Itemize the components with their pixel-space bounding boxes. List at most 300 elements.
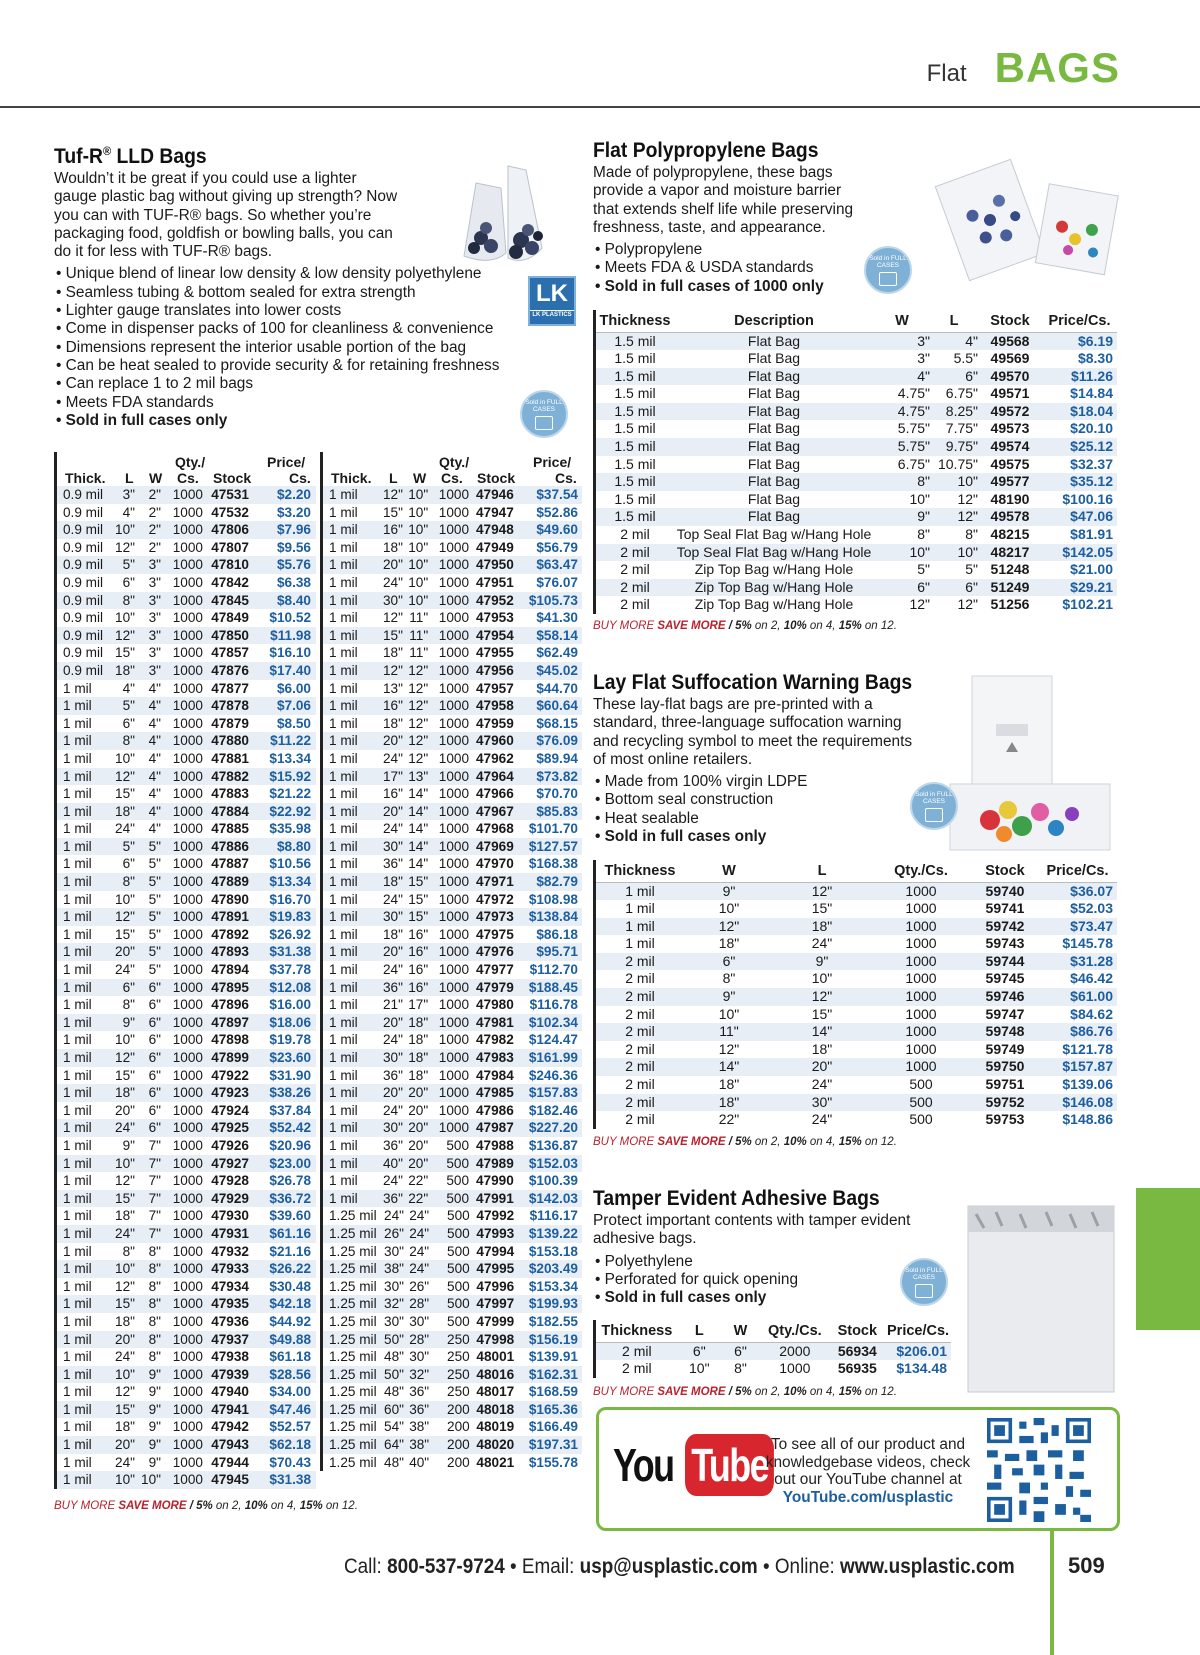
price-cell: $23.00	[269, 1155, 311, 1171]
qty-cell: 1000	[172, 574, 203, 590]
price-cell: $16.70	[269, 891, 311, 907]
table-cell: 59744	[985, 952, 1025, 969]
stock-cell: 47879	[211, 715, 249, 731]
discount-percent: 10%	[783, 1386, 807, 1398]
column-header: Qty./Cs.	[870, 860, 972, 882]
qty-cell: 1000	[172, 715, 203, 731]
stock-cell: 47943	[211, 1437, 249, 1453]
stock-cell: 47922	[211, 1067, 249, 1083]
thickness-cell: 1 mil	[329, 1102, 358, 1118]
youtube-promo[interactable]	[596, 1407, 1120, 1531]
length-cell: 30"	[384, 1243, 404, 1259]
price-cell: $11.22	[270, 733, 311, 749]
width-cell: 26"	[409, 1278, 430, 1294]
table-row	[596, 1360, 951, 1378]
stock-cell: 47998	[476, 1331, 515, 1347]
price-cell: $61.18	[269, 1349, 311, 1365]
stock-cell: 47968	[475, 821, 514, 837]
width-cell: 7"	[148, 1208, 161, 1224]
length-cell: 12"	[115, 1278, 135, 1294]
stock-cell: 47895	[211, 979, 249, 995]
youtube-logo[interactable]: You Tube	[613, 1434, 799, 1496]
table-row	[323, 908, 582, 926]
qty-cell: 1000	[438, 750, 470, 766]
buy-more-text: BUY MORE	[54, 1500, 119, 1512]
table-cell: 24"	[811, 1111, 833, 1128]
table-cell: $139.06	[1062, 1076, 1113, 1093]
price-cell: $52.42	[269, 1120, 311, 1136]
stock-cell: 47997	[476, 1296, 515, 1312]
width-cell: 20"	[408, 1120, 429, 1136]
thickness-cell: 0.9 mil	[63, 610, 104, 626]
stock-cell: 47930	[211, 1208, 249, 1224]
stock-cell: 48020	[476, 1437, 515, 1453]
qty-cell: 1000	[438, 1067, 470, 1083]
table-row	[57, 609, 316, 627]
thickness-cell: 1 mil	[63, 1278, 92, 1294]
table-row	[57, 1049, 316, 1067]
stock-cell: 47947	[475, 504, 514, 520]
table-row	[323, 873, 582, 891]
table-row	[323, 1243, 582, 1261]
price-cell: $2.20	[276, 487, 311, 502]
price-cell: $62.18	[269, 1437, 311, 1453]
qty-cell: 1000	[172, 1331, 203, 1347]
tufr-table-column-1	[54, 452, 316, 1489]
qty-cell: 500	[447, 1225, 470, 1241]
table-cell: Flat Bag	[747, 350, 801, 367]
price-cell: $101.70	[528, 821, 578, 837]
table-cell: 8"	[965, 526, 978, 543]
table-cell: $29.21	[1070, 578, 1113, 595]
stock-cell: 47987	[475, 1120, 514, 1136]
bullet-item: • Unique blend of linear low density & low density polyethylene	[54, 265, 554, 283]
thickness-cell: 1 mil	[329, 522, 358, 538]
width-cell: 18"	[408, 1032, 429, 1048]
width-cell: 6"	[148, 1085, 161, 1101]
thickness-cell: 1 mil	[329, 891, 358, 907]
table-row	[57, 504, 316, 522]
length-cell: 18"	[115, 803, 135, 819]
width-cell: 8"	[148, 1331, 161, 1347]
price-cell: $139.22	[528, 1225, 578, 1241]
width-cell: 10"	[408, 574, 429, 590]
footer-divider	[1050, 1528, 1054, 1655]
price-cell: $38.26	[269, 1085, 311, 1101]
table-cell: 4"	[965, 332, 978, 349]
thickness-cell: 0.9 mil	[63, 645, 104, 661]
length-cell: 20"	[115, 1102, 135, 1118]
length-cell: 64"	[384, 1437, 404, 1453]
table-cell: 1.5 mil	[614, 473, 656, 490]
table-cell: 49575	[990, 455, 1030, 472]
table-row	[323, 785, 582, 803]
buy-more-text: BUY MORE	[593, 1386, 658, 1398]
table-row	[323, 750, 582, 768]
table-row	[57, 1137, 316, 1155]
table-row	[323, 1331, 582, 1349]
table-cell: $25.12	[1070, 438, 1113, 455]
thickness-cell: 1 mil	[329, 539, 358, 555]
qty-cell: 1000	[438, 1085, 470, 1101]
table-row	[57, 785, 316, 803]
length-cell: 15"	[115, 645, 135, 661]
table-cell: 1 mil	[625, 917, 655, 934]
table-row	[57, 556, 316, 574]
width-cell: 3"	[148, 574, 161, 590]
length-cell: 30"	[382, 592, 403, 608]
price-cell: $246.36	[528, 1067, 578, 1083]
price-cell: $63.47	[536, 557, 578, 573]
full-cases-badge: Sold in FULL CASES	[864, 246, 912, 294]
length-cell: 24"	[115, 1454, 135, 1470]
length-cell: 20"	[382, 733, 403, 749]
column-header: Stock	[978, 310, 1042, 332]
thickness-cell: 1 mil	[63, 979, 92, 995]
table-row	[57, 1348, 316, 1366]
thickness-cell: 1 mil	[63, 1102, 92, 1118]
thickness-cell: 1 mil	[63, 1137, 92, 1153]
table-row	[596, 526, 1117, 544]
length-cell: 30"	[384, 1313, 404, 1329]
width-cell: 3"	[148, 592, 161, 608]
price-cell: $7.96	[276, 522, 311, 538]
table-cell: 2 mil	[620, 561, 650, 578]
table-cell: 59742	[985, 917, 1025, 934]
table-cell: 1.5 mil	[614, 490, 656, 507]
table-cell: $8.30	[1077, 350, 1113, 367]
separator: /	[186, 1500, 197, 1512]
table-row	[596, 900, 1117, 918]
table-row	[57, 979, 316, 997]
table-cell: 8"	[917, 473, 930, 490]
stock-cell: 47984	[475, 1067, 514, 1083]
column-header: Price/Cs.	[1038, 860, 1117, 882]
price-cell: $155.78	[528, 1454, 578, 1470]
column-header: Price/Cs.	[885, 1320, 951, 1342]
width-cell: 4"	[148, 750, 161, 766]
thickness-cell: 1 mil	[329, 1173, 358, 1189]
qty-cell: 1000	[172, 1190, 203, 1206]
thickness-cell: 1 mil	[63, 1050, 92, 1065]
table-cell: 48190	[990, 490, 1030, 507]
table-row	[596, 473, 1117, 491]
thickness-cell: 1 mil	[63, 1190, 92, 1206]
width-cell: 10"	[408, 592, 429, 608]
table-cell: $14.84	[1070, 385, 1113, 402]
qty-cell: 200	[447, 1454, 470, 1470]
bullet-item: • Heat sealable	[593, 810, 923, 828]
discount-percent: 15%	[838, 1136, 862, 1148]
table-cell: 1.5 mil	[614, 402, 656, 419]
qty-cell: 1000	[438, 838, 470, 854]
buy-more-note	[593, 620, 897, 632]
width-cell: 3"	[148, 557, 161, 573]
qty-cell: 1000	[438, 803, 470, 819]
length-cell: 5"	[122, 557, 135, 573]
width-cell: 10"	[408, 487, 429, 502]
qty-cell: 1000	[438, 909, 470, 925]
table-cell: 49574	[990, 438, 1030, 455]
table-cell: 5"	[965, 561, 978, 578]
table-row	[57, 1436, 316, 1454]
table-cell: 14"	[811, 1023, 833, 1040]
thickness-cell: 1 mil	[63, 1120, 92, 1136]
table-row	[323, 592, 582, 610]
length-cell: 20"	[382, 1085, 403, 1101]
table-cell: 1000	[905, 917, 937, 934]
table-row	[57, 732, 316, 750]
width-cell: 8"	[148, 1243, 161, 1259]
table-cell: Zip Top Bag w/Hang Hole	[694, 578, 854, 595]
table-cell: 2 mil	[620, 596, 650, 613]
length-cell: 12"	[382, 662, 403, 678]
qty-cell: 1000	[172, 1067, 203, 1083]
price-cell: $73.82	[536, 768, 578, 784]
length-cell: 30"	[382, 1050, 403, 1065]
column-header: Price/Cs.	[1042, 310, 1117, 332]
table-row	[57, 943, 316, 961]
stock-cell: 47925	[211, 1120, 249, 1136]
tamper-section	[593, 1186, 933, 1307]
price-cell: $6.38	[276, 574, 311, 590]
width-cell: 24"	[409, 1261, 430, 1277]
discount-percent: 10%	[244, 1500, 268, 1512]
width-cell: 24"	[409, 1225, 430, 1241]
table-cell: 9.75"	[945, 438, 978, 455]
table-row	[596, 420, 1117, 438]
thickness-cell: 1 mil	[329, 1137, 358, 1153]
length-cell: 24"	[115, 962, 135, 978]
table-cell: 7.75"	[945, 420, 978, 437]
width-cell: 3"	[148, 662, 161, 678]
table-cell: 2 mil	[625, 1023, 655, 1040]
table-row	[323, 1225, 582, 1243]
qty-cell: 1000	[438, 1102, 470, 1118]
price-cell: $138.84	[528, 909, 578, 925]
table-cell: 1000	[905, 952, 937, 969]
length-cell: 4"	[122, 504, 135, 520]
youtube-link[interactable]: YouTube.com/usplastic	[782, 1488, 954, 1506]
table-header: Qty./ Price/ Thick. L W Cs. Stock Cs.	[323, 452, 582, 486]
price-cell: $86.18	[536, 926, 578, 942]
table-cell: 49568	[990, 332, 1030, 349]
table-row	[596, 350, 1117, 368]
table-cell: 11"	[719, 1023, 739, 1040]
table-row	[596, 935, 1117, 953]
length-cell: 32"	[384, 1296, 404, 1312]
price-cell: $5.76	[276, 557, 311, 573]
thickness-cell: 1 mil	[63, 1349, 92, 1365]
table-row	[57, 1471, 316, 1489]
qr-code-icon[interactable]	[987, 1418, 1091, 1522]
length-cell: 10"	[115, 750, 135, 766]
flatpp-product-photo	[930, 150, 1120, 300]
full-cases-badge: Sold in FULL CASES	[900, 1258, 948, 1306]
qty-cell: 1000	[438, 1050, 470, 1065]
length-cell: 16"	[382, 522, 403, 538]
width-cell: 14"	[408, 821, 429, 837]
length-cell: 10"	[115, 522, 135, 538]
stock-cell: 47532	[211, 504, 249, 520]
length-cell: 3"	[122, 487, 135, 502]
price-cell: $95.71	[536, 944, 578, 960]
price-cell: $85.83	[536, 803, 578, 819]
table-cell: 10"	[689, 1360, 710, 1377]
footer-contact: Call: 800-537-9724 • Email: usp@usplastic.com • Online: www.usplastic.com	[344, 1555, 1015, 1578]
table-row	[57, 855, 316, 873]
table-row	[323, 556, 582, 574]
table-cell: 59743	[985, 935, 1025, 952]
table-cell: 24"	[811, 935, 833, 952]
table-cell: $20.10	[1070, 420, 1113, 437]
description-line: that extends shelf life while preserving	[593, 200, 854, 218]
description-line: packaging food, goldfish or bowling balls, you can	[54, 224, 393, 242]
price-cell: $20.96	[269, 1137, 311, 1153]
length-cell: 10"	[115, 891, 135, 907]
price-cell: $23.60	[269, 1050, 311, 1065]
thickness-cell: 1 mil	[329, 645, 358, 661]
thickness-cell: 1 mil	[63, 962, 92, 978]
width-cell: 13"	[408, 768, 429, 784]
thickness-cell: 1 mil	[63, 1313, 92, 1329]
length-cell: 24"	[115, 1225, 135, 1241]
length-cell: 30"	[382, 838, 403, 854]
price-cell: $58.14	[536, 627, 578, 643]
width-cell: 8"	[148, 1278, 161, 1294]
table-row	[323, 697, 582, 715]
stock-cell: 47952	[475, 592, 514, 608]
table-row	[596, 385, 1117, 403]
stock-cell: 47896	[211, 997, 249, 1013]
width-cell: 9"	[148, 1437, 161, 1453]
table-row	[57, 1260, 316, 1278]
price-cell: $153.34	[528, 1278, 578, 1294]
price-cell: $30.48	[269, 1278, 311, 1294]
table-cell: 1.5 mil	[614, 455, 656, 472]
stock-cell: 47857	[211, 645, 249, 661]
price-cell: $124.47	[528, 1032, 578, 1048]
column-header: Description	[674, 310, 874, 332]
discount-qty: on 2,	[212, 1500, 245, 1512]
table-cell: 59745	[985, 970, 1025, 987]
qty-cell: 1000	[438, 1032, 470, 1048]
table-cell: 18"	[718, 1076, 740, 1093]
table-cell: 12"	[811, 988, 833, 1005]
stock-cell: 47926	[211, 1137, 249, 1153]
table-row	[323, 768, 582, 786]
thickness-cell: 0.9 mil	[63, 487, 104, 502]
width-cell: 36"	[409, 1384, 430, 1400]
price-cell: $34.00	[269, 1384, 311, 1400]
price-cell: $62.49	[536, 645, 578, 661]
price-cell: $41.30	[536, 610, 578, 626]
width-cell: 5"	[148, 874, 161, 890]
qty-cell: 1000	[438, 786, 470, 802]
length-cell: 26"	[384, 1225, 404, 1241]
stock-cell: 47927	[211, 1155, 249, 1171]
thickness-cell: 1 mil	[63, 1437, 92, 1453]
price-cell: $70.70	[536, 786, 578, 802]
qty-cell: 1000	[172, 821, 203, 837]
table-cell: 5.75"	[897, 438, 930, 455]
table-row	[57, 662, 316, 680]
table-cell: $36.07	[1070, 882, 1113, 899]
stock-cell: 47991	[475, 1190, 514, 1206]
price-cell: $82.79	[536, 874, 578, 890]
qty-cell: 500	[447, 1296, 470, 1312]
bullet-item: • Come in dispenser packs of 100 for cleanliness & convenience	[54, 320, 554, 338]
table-cell: Flat Bag	[747, 438, 801, 455]
phone-link[interactable]: 800-537-9724	[387, 1555, 505, 1578]
table-cell: Zip Top Bag w/Hang Hole	[694, 561, 854, 578]
email-link[interactable]: usp@usplastic.com	[579, 1555, 758, 1578]
table-cell: 10"	[957, 543, 978, 560]
table-row	[323, 820, 582, 838]
stock-cell: 47950	[475, 557, 514, 573]
flatpp-title: Flat Polypropylene Bags	[593, 139, 819, 162]
length-cell: 36"	[382, 979, 403, 995]
length-cell: 12"	[382, 610, 403, 626]
stock-cell: 47893	[211, 944, 249, 960]
thickness-cell: 1.25 mil	[329, 1243, 377, 1259]
stock-cell: 47935	[211, 1296, 249, 1312]
price-cell: $166.49	[528, 1419, 578, 1435]
stock-cell: 47923	[211, 1085, 249, 1101]
price-cell: $68.15	[536, 715, 578, 731]
thickness-cell: 1.25 mil	[329, 1225, 377, 1241]
qty-cell: 1000	[438, 645, 470, 661]
table-row	[57, 680, 316, 698]
table-row	[57, 697, 316, 715]
length-cell: 12"	[115, 768, 135, 784]
table-row	[323, 732, 582, 750]
description-line: of most online retailers.	[593, 750, 753, 768]
qty-cell: 200	[447, 1401, 470, 1417]
length-cell: 24"	[382, 821, 403, 837]
qty-cell: 500	[446, 1137, 470, 1153]
table-row	[596, 508, 1117, 526]
length-cell: 24"	[382, 1032, 403, 1048]
table-cell: 49573	[990, 420, 1030, 437]
tamper-price-table	[593, 1320, 951, 1378]
table-cell: 59750	[985, 1058, 1025, 1075]
tufr-features	[54, 265, 554, 430]
length-cell: 48"	[384, 1349, 404, 1365]
table-cell: 24"	[811, 1076, 833, 1093]
description-line: do it for less with TUF-R® bags.	[54, 243, 273, 261]
thickness-cell: 1 mil	[63, 1173, 92, 1189]
thickness-cell: 1 mil	[329, 592, 358, 608]
width-cell: 30"	[409, 1349, 430, 1365]
table-cell: 6"	[722, 952, 736, 969]
stock-cell: 47956	[475, 662, 514, 678]
website-link[interactable]: www.usplastic.com	[839, 1555, 1015, 1578]
stock-cell: 47807	[211, 539, 249, 555]
thickness-cell: 1.25 mil	[329, 1454, 377, 1470]
thickness-cell: 1 mil	[63, 1401, 92, 1417]
full-cases-badge: Sold in FULL CASES	[520, 390, 568, 438]
width-cell: 12"	[408, 733, 429, 749]
thickness-cell: 1 mil	[329, 487, 358, 502]
qty-cell: 1000	[438, 557, 470, 573]
qty-cell: 1000	[438, 768, 470, 784]
stock-cell: 47951	[475, 574, 514, 590]
price-cell: $52.57	[269, 1419, 311, 1435]
buy-more-note	[54, 1500, 358, 1512]
qty-cell: 1000	[172, 610, 203, 626]
table-row	[596, 1023, 1117, 1041]
